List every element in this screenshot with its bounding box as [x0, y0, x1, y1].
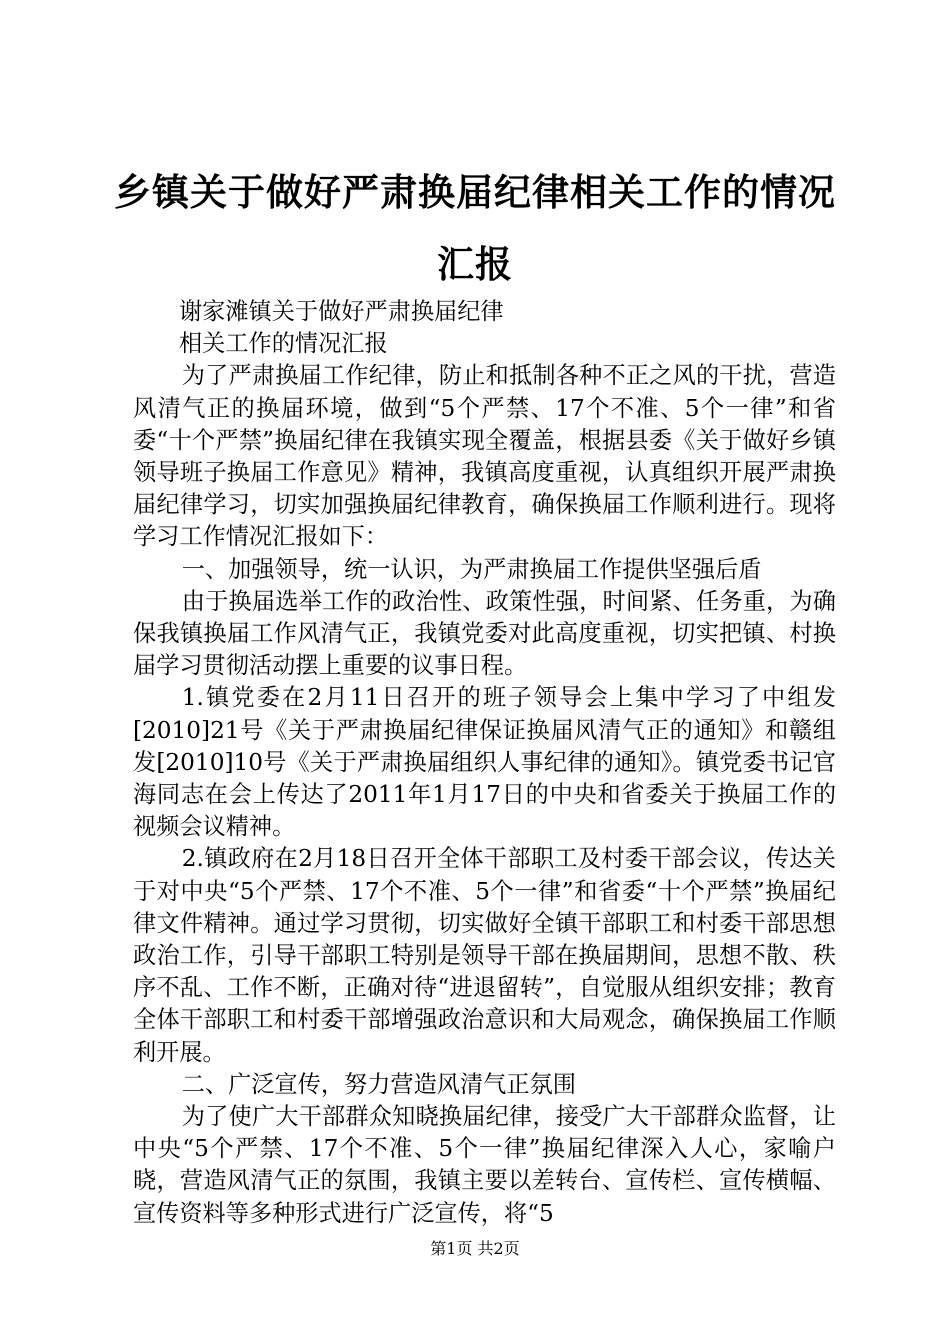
section-heading-1: 一、加强领导，统一认识，为严肃换届工作提供坚强后盾 — [181, 555, 762, 583]
header-line-1: 谢家滩镇关于做好严肃换届纪律 — [179, 298, 504, 325]
document-title: 乡镇关于做好严肃换届纪律相关工作的情况汇报 — [114, 170, 836, 286]
paragraph-section1: 由于换届选举工作的政治性、政策性强，时间紧、任务重，为确保我镇换届工作风清气正，我镇党委对此高度重视，切实把镇、村换届学习贯彻活动摆上重要的议事日程。 — [133, 587, 836, 680]
page-footer: 第1页 共2页 — [430, 1239, 520, 1258]
section-heading-2: 二、广泛宣传，努力营造风清气正氛围 — [181, 1070, 576, 1098]
document-body — [133, 296, 836, 1230]
paragraph-item-2: 2.镇政府在2月18日召开全体干部职工及村委干部会议，传达关于对中央“5个严禁、17个不准、5个一律”和省委“十个严禁”换届纪律文件精神。通过学习贯彻，切实做好全镇干部职工和村委干部思想政治工作，引导干部职工特别是领导干部在换届期间，思想不散、秩序不乱、工作不断，正确对待“进退留转”，自觉服从组织安排；教育全体干部职工和村委干部增强政治意识和大局观念，确保换届工作顺利开展。 — [133, 845, 836, 1066]
paragraph-section2: 为了使广大干部群众知晓换届纪律，接受广大干部群众监督，让中央“5个严禁、17个不准、5个一律”换届纪律深入人心，家喻户晓，营造风清气正的氛围，我镇主要以差转台、宣传栏、宣传横幅、宣传资料等多种形式进行广泛宣传，将“5 — [133, 1103, 836, 1227]
paragraph-item-1: 1.镇党委在2月11日召开的班子领导会上集中学习了中组发[2010]21号《关于严肃换届纪律保证换届风清气正的通知》和赣组发[2010]10号《关于严肃换届组织人事纪律的通知》。镇党委书记官海同志在会上传达了2011年1月17日的中央和省委关于换届工作的视频会议精神。 — [133, 684, 836, 841]
header-line-2: 相关工作的情况汇报 — [179, 330, 388, 358]
paragraph-intro: 为了严肃换届工作纪律，防止和抵制各种不正之风的干扰，营造风清气正的换届环境，做到“5个严禁、17个不准、5个一律”和省委“十个严禁”换届纪律在我镇实现全覆盖，根据县委《关于做好乡镇领导班子换届工作意见》精神，我镇高度重视，认真组织开展严肃换届纪律学习，切实加强换届纪律教育，确保换届工作顺利进行。现将学习工作情况汇报如下： — [133, 362, 836, 551]
